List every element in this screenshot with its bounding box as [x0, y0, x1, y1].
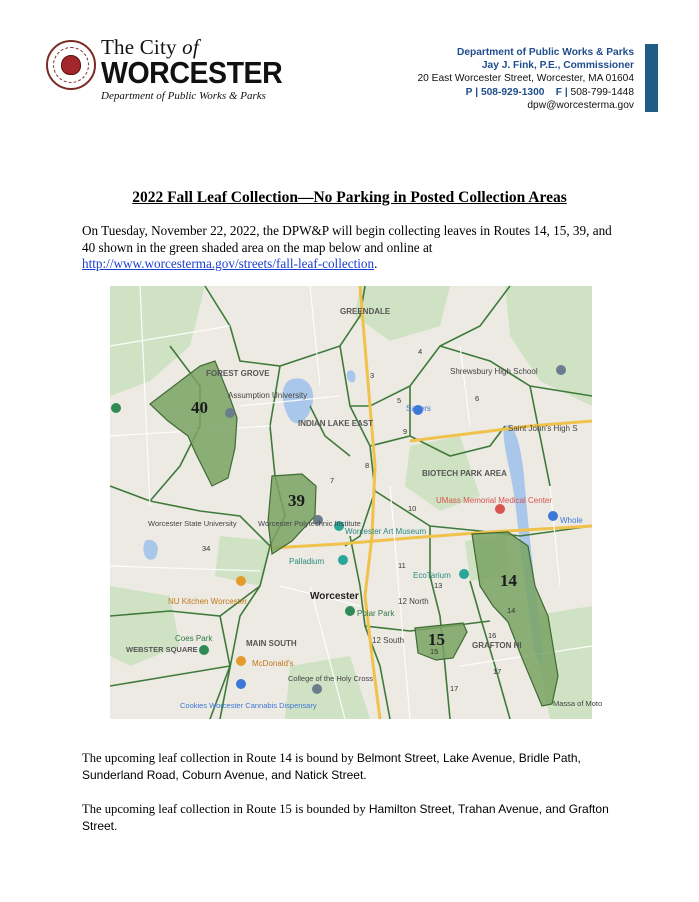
label-grafton-hill: GRAFTON HI: [472, 641, 522, 650]
shrewsbury-marker-icon: [556, 365, 566, 375]
label-palladium: Palladium: [289, 557, 325, 566]
label-whole: Whole: [560, 516, 583, 525]
label-polar-park: Polar Park: [357, 609, 395, 618]
label-forest-grove: FOREST GROVE: [206, 369, 270, 378]
route-num-17: 17: [493, 667, 502, 676]
contact-dept: Department of Public Works & Parks: [456, 47, 634, 58]
label-massachusetts: Massa of Moto: [553, 699, 603, 708]
label-savers: Savers: [406, 404, 431, 413]
route-num-10: 10: [408, 504, 417, 513]
label-cookies: Cookies Worcester Cannabis Dispensary: [180, 701, 317, 710]
route-14-streets: Belmont Street, Lake Avenue, Bridle Path, Sunderland Road, Coburn Avenue, and Natick Street.: [82, 751, 581, 782]
route-num-15-small: 15: [430, 647, 439, 656]
label-umass: UMass Memorial Medical Center: [436, 496, 553, 505]
palladium-marker-icon: [338, 555, 348, 565]
label-art-museum: Worcester Art Museum: [345, 527, 427, 536]
route-num-17b: 17: [450, 684, 459, 693]
label-assumption: Assumption University: [228, 391, 308, 400]
route-label-40: 40: [191, 398, 208, 417]
label-12-north: 12 North: [398, 597, 429, 606]
fax-number: 508-799-1448: [570, 86, 634, 98]
route-num-13: 13: [434, 581, 443, 590]
intro-text: On Tuesday, November 22, 2022, the DPW&P will begin collecting leaves in Routes 14, 15, 39, and 40 shown in the green shaded area on the map below and online at: [82, 223, 612, 255]
city-seal-logo: [46, 40, 96, 90]
route-num-11: 11: [398, 561, 406, 570]
route-num-5: 5: [397, 396, 402, 405]
route-num-14-small: 14: [507, 606, 516, 615]
fax-label: F: [555, 86, 563, 98]
label-nu-kitchen: NU Kitchen Worcester: [168, 597, 247, 606]
phone-number[interactable]: 508-929-1300: [480, 86, 545, 98]
route-num-8: 8: [365, 461, 370, 470]
route-num-7: 7: [330, 476, 335, 485]
polar-park-marker-icon: [345, 606, 355, 616]
route-num-34: 34: [202, 544, 211, 553]
coes-park-marker-icon: [199, 645, 209, 655]
label-worcester: Worcester: [310, 591, 359, 602]
assumption-marker-icon: [225, 408, 235, 418]
label-indian-lake: INDIAN LAKE EAST: [298, 419, 374, 428]
route-label-14: 14: [500, 571, 517, 590]
whole-marker-icon: [548, 511, 558, 521]
label-main-south: MAIN SOUTH: [246, 639, 297, 648]
park-marker-icon: [111, 403, 121, 413]
ecotarium-marker-icon: [459, 569, 469, 579]
route-label-39: 39: [288, 491, 305, 510]
contact-phone-fax: P | 508-929-1300 F | 508-799-1448: [465, 86, 634, 98]
leaf-collection-link[interactable]: http://www.worcesterma.gov/streets/fall-leaf-collection: [82, 256, 375, 271]
header-accent-bar: [645, 44, 658, 112]
route-num-4: 4: [418, 347, 423, 356]
label-ecotarium: EcoTarium: [413, 571, 451, 580]
logo-of: of: [182, 35, 199, 59]
phone-label: P: [465, 86, 473, 98]
route-num-6: 6: [475, 394, 480, 403]
route-14-lead: The upcoming leaf collection in Route 14 is bound by: [82, 751, 354, 765]
contact-email[interactable]: dpw@worcesterma.gov: [527, 99, 634, 111]
mcdonalds-marker-icon: [236, 656, 246, 666]
intro-paragraph: [82, 223, 622, 273]
umass-marker-icon: [495, 504, 505, 514]
route-15-lead: The upcoming leaf collection in Route 15 is bounded by: [82, 802, 366, 816]
label-coes-park: Coes Park: [175, 634, 213, 643]
route-num-3: 3: [370, 371, 375, 380]
label-shrewsbury: Shrewsbury High School: [450, 367, 538, 376]
holy-cross-marker-icon: [312, 684, 322, 694]
label-webster-square: WEBSTER SQUARE: [126, 645, 198, 654]
label-saint-johns: Saint John's High S: [508, 424, 578, 433]
page-title: 2022 Fall Leaf Collection—No Parking in Posted Collection Areas: [132, 189, 567, 206]
label-worcester-state: Worcester State University: [148, 519, 237, 528]
label-12-south: 12 South: [372, 636, 405, 645]
seal-heart-icon: [61, 55, 81, 75]
label-wpi: Worcester Polytechnic Institute: [258, 519, 361, 528]
route-15-streets: Hamilton Street, Trahan Avenue, and Grafton Street.: [82, 802, 609, 833]
label-holy-cross: College of the Holy Cross: [288, 674, 374, 683]
label-biotech: BIOTECH PARK AREA: [422, 469, 507, 478]
route-label-15: 15: [428, 630, 445, 649]
city-logo-wordmark: [101, 36, 298, 103]
route-num-16: 16: [488, 631, 497, 640]
contact-address: 20 East Worcester Street, Worcester, MA 01604: [417, 73, 634, 85]
label-greendale: GREENDALE: [340, 307, 391, 316]
route-14-paragraph: [82, 750, 622, 784]
contact-block: [418, 46, 635, 112]
intro-period: .: [374, 256, 378, 271]
label-mcdonalds: McDonald's: [252, 659, 294, 668]
cookies-marker-icon: [236, 679, 246, 689]
route-num-9: 9: [403, 427, 408, 436]
nu-kitchen-marker-icon: [236, 576, 246, 586]
route-15-paragraph: [82, 801, 622, 835]
logo-worcester: WORCESTER: [101, 55, 283, 90]
logo-the-city: The City: [101, 35, 177, 59]
logo-department: Department of Public Works & Parks: [101, 90, 266, 102]
contact-commissioner: Jay J. Fink, P.E., Commissioner: [481, 60, 634, 72]
route-map: [110, 286, 603, 719]
